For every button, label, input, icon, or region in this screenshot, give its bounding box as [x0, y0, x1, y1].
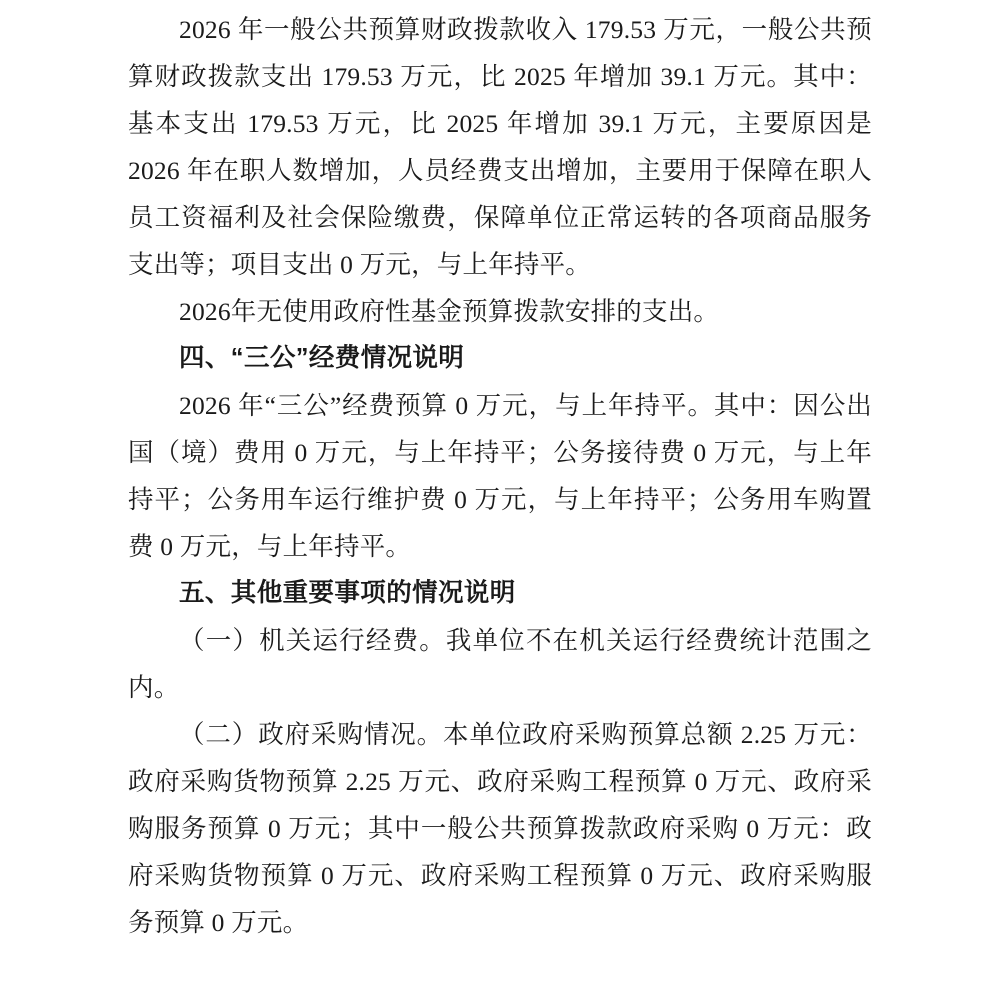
paragraph-government-fund-budget: 2026年无使用政府性基金预算拨款安排的支出。 — [179, 297, 720, 326]
heading-section-four: 四、“三公”经费情况说明 — [179, 344, 465, 372]
paragraph-three-public-expenses: 2026 年“三公”经费预算 0 万元，与上年持平。其中：因公出国（境）费用 0 万元，与上年持平；公务接待费 0 万元，与上年持平；公务用车运行维护费 0 万元，与上年持平；公务用车购置费 0 万元，与上年持平。 — [128, 391, 872, 561]
paragraph-budget-income-expense: 2026 年一般公共预算财政拨款收入 179.53 万元，一般公共预算财政拨款支出 179.53 万元，比 2025 年增加 39.1 万元。其中：基本支出 179.53 万元，比 2025 年增加 39.1 万元，主要原因是 2026 年在职人数增加，人员经费支出增加，主要用于保障在职人员工资福利及社会保险缴费，保障单位正常运转的各项商品服务支出等；项目支出 0 万元，与上年持平。 — [128, 15, 872, 279]
paragraph-agency-operating-expenses: （一）机关运行经费。我单位不在机关运行经费统计范围之内。 — [128, 626, 872, 702]
paragraph-government-procurement: （二）政府采购情况。本单位政府采购预算总额 2.25 万元：政府采购货物预算 2.25 万元、政府采购工程预算 0 万元、政府采购服务预算 0 万元；其中一般公共预算拨款政府采购 0 万元：政府采购货物预算 0 万元、政府采购工程预算 0 万元、政府采购服务预算 0 万元。 — [128, 720, 872, 937]
heading-section-five: 五、其他重要事项的情况说明 — [179, 579, 516, 607]
